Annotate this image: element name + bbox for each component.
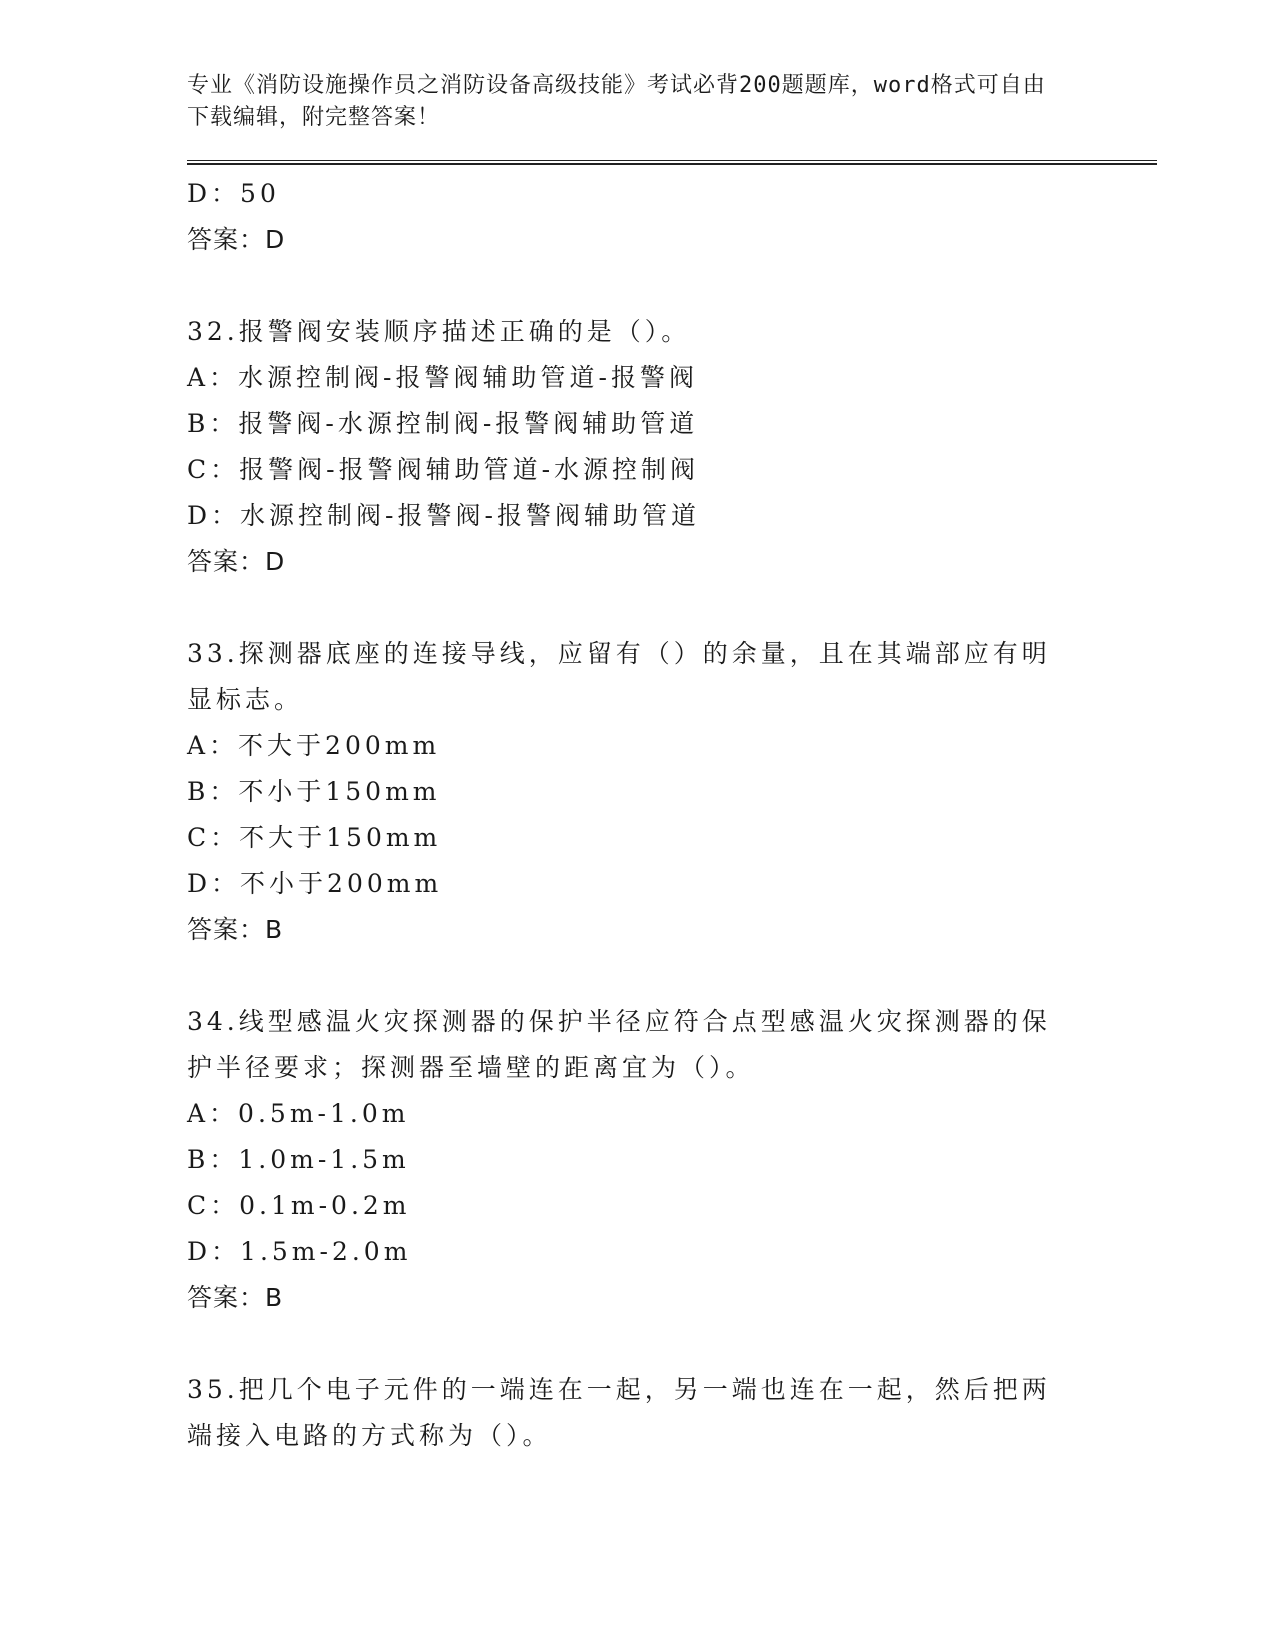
question-stem: 35.把几个电子元件的一端连在一起，另一端也连在一起，然后把两端接入电路的方式称为（）。 xyxy=(187,1375,1051,1450)
question-stem: 33.探测器底座的连接导线，应留有（）的余量，且在其端部应有明显标志。 xyxy=(187,639,1051,714)
question-32 xyxy=(187,309,1077,585)
document-page xyxy=(187,70,1157,1459)
answer: 答案：B xyxy=(187,915,284,944)
answer: 答案：B xyxy=(187,1283,284,1312)
option-c: C：不大于150mm xyxy=(187,823,442,852)
option-d: D：不小于200mm xyxy=(187,869,443,898)
prev-option-d: D：50 xyxy=(187,179,280,208)
question-stem: 32.报警阀安装顺序描述正确的是（）。 xyxy=(187,317,691,346)
option-b: B：1.0m-1.5m xyxy=(187,1145,410,1174)
option-c: C：报警阀-报警阀辅助管道-水源控制阀 xyxy=(187,455,700,484)
answer: 答案：D xyxy=(187,547,286,576)
document-header: 专业《消防设施操作员之消防设备高级技能》考试必背200题题库，word格式可自由下载编辑，附完整答案！ xyxy=(187,73,1046,130)
option-b: B：报警阀-水源控制阀-报警阀辅助管道 xyxy=(187,409,699,438)
question-stem: 34.线型感温火灾探测器的保护半径应符合点型感温火灾探测器的保护半径要求；探测器至墙壁的距离宜为（）。 xyxy=(187,1007,1051,1082)
option-a: A：不大于200mm xyxy=(187,731,441,760)
question-34 xyxy=(187,999,1077,1321)
question-33 xyxy=(187,631,1077,953)
question-35 xyxy=(187,1367,1077,1459)
header-divider xyxy=(187,160,1157,165)
prev-answer: 答案：D xyxy=(187,225,286,254)
option-d: D：1.5m-2.0m xyxy=(187,1237,412,1266)
option-d: D：水源控制阀-报警阀-报警阀辅助管道 xyxy=(187,501,700,530)
option-b: B：不小于150mm xyxy=(187,777,441,806)
option-a: A：水源控制阀-报警阀辅助管道-报警阀 xyxy=(187,363,698,392)
option-a: A：0.5m-1.0m xyxy=(187,1099,410,1128)
question-list xyxy=(187,171,1077,1459)
option-c: C：0.1m-0.2m xyxy=(187,1191,411,1220)
